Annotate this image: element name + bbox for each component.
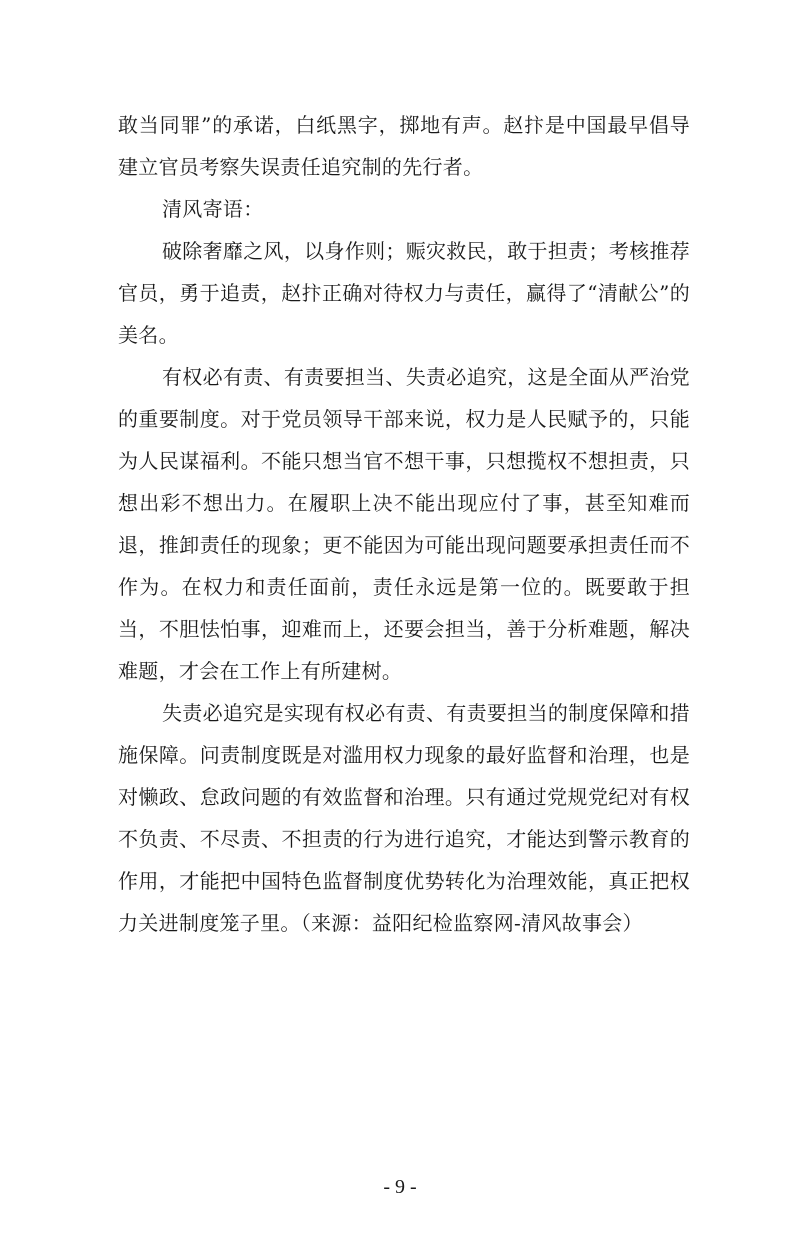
- page-number: - 9 -: [383, 1176, 417, 1198]
- paragraph-continuation: 敢当同罪”的承诺，白纸黑字，掷地有声。赵抃是中国最早倡导建立官员考察失误责任追究制的先行者。: [118, 113, 690, 179]
- document-body: [118, 104, 690, 944]
- paragraph-pursuit: 失责必追究是实现有权必有责、有责要担当的制度保障和措施保障。问责制度既是对滥用权力现象的最好监督和治理，也是对懒政、怠政问题的有效监督和治理。只有通过党规党纪对有权不负责、不尽责、不担责的行为进行追究，才能达到警示教育的作用，才能把中国特色监督制度优势转化为治理效能，真正把权力关进制度笼子里。（来源：益阳纪检监察网-清风故事会）: [118, 701, 690, 935]
- paragraph-qingfeng-message: 破除奢靡之风，以身作则；赈灾救民，敢于担责；考核推荐官员，勇于追责，赵抃正确对待权力与责任，赢得了“清献公”的美名。: [118, 239, 690, 347]
- paragraph-qingfeng-heading: 清风寄语：: [162, 197, 264, 221]
- paragraph-accountability: 有权必有责、有责要担当、失责必追究，这是全面从严治党的重要制度。对于党员领导干部来说，权力是人民赋予的，只能为人民谋福利。不能只想当官不想干事，只想揽权不想担责，只想出彩不想出力。在履职上决不能出现应付了事，甚至知难而退，推卸责任的现象；更不能因为可能出现问题要承担责任而不作为。在权力和责任面前，责任永远是第一位的。既要敢于担当，不胆怯怕事，迎难而上，还要会担当，善于分析难题，解决难题，才会在工作上有所建树。: [118, 365, 690, 683]
